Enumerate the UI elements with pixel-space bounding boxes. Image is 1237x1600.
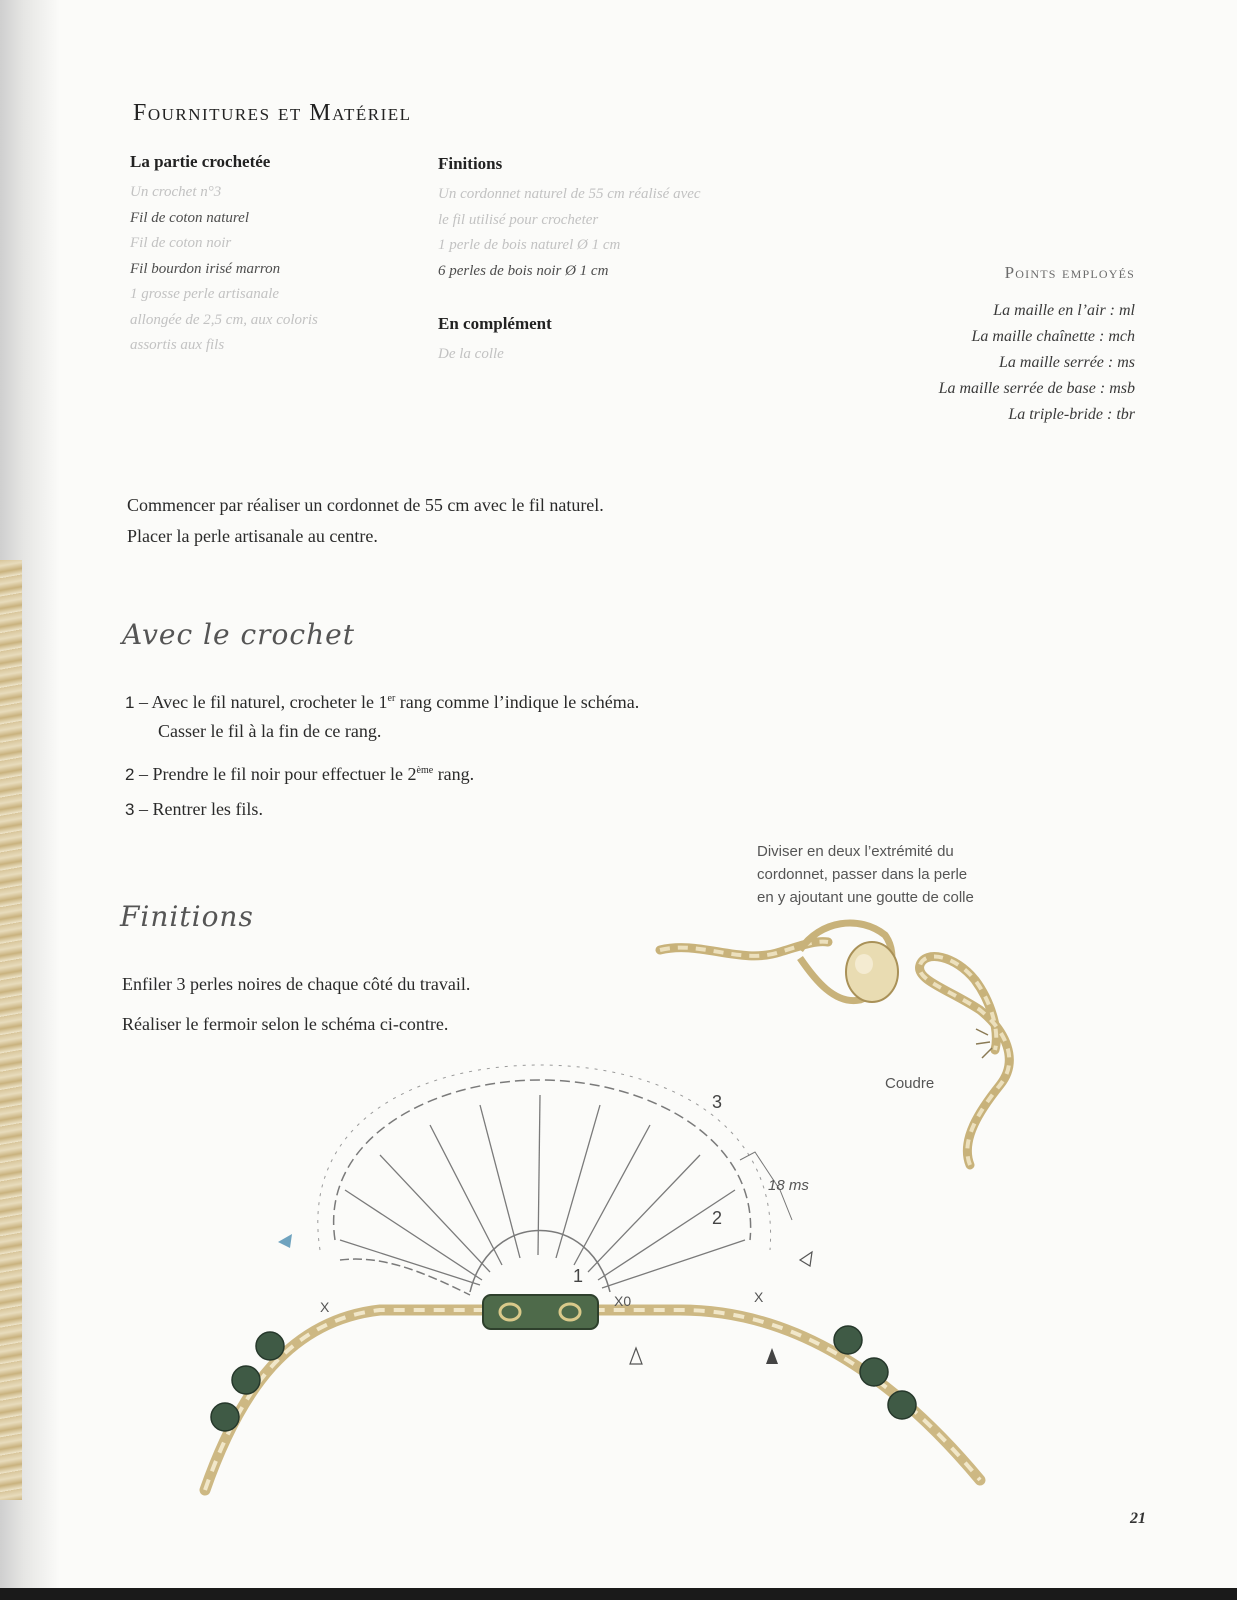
black-bead-icon (860, 1358, 888, 1386)
crochet-step-3 (125, 795, 263, 824)
complement-heading: En complément (438, 314, 552, 333)
intro-line: Placer la perle artisanale au centre. (127, 526, 378, 546)
row-1-chain (340, 1259, 470, 1295)
stitch-item: La maille serrée de base : msb (938, 380, 1135, 397)
step-number: 2 (125, 765, 135, 784)
clasp-instruction-line: Diviser en deux l’extrémité du (757, 843, 954, 860)
row-start-marker-icon (630, 1348, 642, 1364)
step-superscript: er (387, 693, 396, 704)
stitch-marks (976, 1029, 992, 1058)
stitch-item: La maille serrée : ms (999, 354, 1135, 371)
sc-mark: X (320, 1299, 330, 1315)
row-end-marker-icon (766, 1348, 778, 1364)
crochet-supply-item: Fil de coton naturel (130, 209, 250, 226)
step-text: – Avec le fil naturel, crocheter le 1 (134, 692, 388, 712)
black-bead-icon (232, 1366, 260, 1394)
cord (205, 1310, 980, 1490)
sew-label: Coudre (885, 1075, 935, 1092)
step-text: rang comme l’indique le schéma. (395, 692, 640, 712)
step-number: 1 (125, 693, 135, 712)
crochet-supply-item: assortis aux fils (130, 337, 225, 353)
black-bead-icon (888, 1391, 916, 1419)
artisan-bead-icon (483, 1295, 598, 1329)
wood-bead-icon (846, 942, 898, 1002)
finishing-paragraph (122, 964, 470, 1044)
supplies-title: Fournitures et Matériel (133, 100, 412, 126)
sc-mark: X0 (614, 1293, 632, 1309)
crochet-supply-item: Fil bourdon irisé marron (130, 260, 281, 277)
step-text: rang. (433, 764, 475, 784)
row-2-arc (334, 1080, 751, 1240)
stitches-title: Points employés (1004, 263, 1135, 282)
row-number-2: 2 (712, 1208, 723, 1228)
row-3-arc (318, 1065, 771, 1250)
step-text: – Prendre le fil noir pour effectuer le 2 (134, 764, 417, 784)
crochet-supply-item: 1 grosse perle artisanale (130, 286, 280, 302)
clasp-instruction (757, 840, 974, 909)
start-marker-icon (278, 1234, 292, 1248)
crochet-supply-item: Fil de coton noir (130, 235, 232, 251)
crochet-supply-item: allongée de 2,5 cm, aux coloris (130, 311, 318, 328)
finishing-supply-item: 1 perle de bois naturel Ø 1 cm (438, 237, 621, 253)
intro-paragraph (127, 490, 604, 552)
row-number-3: 3 (712, 1092, 723, 1112)
step-number: 3 (125, 800, 135, 819)
black-bead-icon (834, 1326, 862, 1354)
stitch-item: La maille en l’air : ml (993, 302, 1135, 319)
ms-count-label: 18 ms (768, 1177, 809, 1194)
stitch-item: La maille chaînette : mch (971, 328, 1135, 345)
black-bead-icon (256, 1332, 284, 1360)
join-marker-icon (800, 1252, 812, 1266)
crochet-step-1 (125, 684, 825, 746)
complement-supply-item: De la colle (438, 346, 504, 362)
crochet-step-2 (125, 756, 474, 789)
page-bottom-edge (0, 1588, 1237, 1600)
black-bead-icon (211, 1403, 239, 1431)
row-1-arc (470, 1231, 610, 1293)
crochet-section-heading: Avec le crochet (122, 618, 355, 651)
finishing-supply-item: Un cordonnet naturel de 55 cm réalisé avec (438, 186, 701, 202)
finishing-section-heading: Finitions (120, 900, 254, 933)
finishing-supply-item: 6 perles de bois noir Ø 1 cm (438, 262, 609, 279)
step-superscript: ème (416, 765, 434, 776)
finishing-line: Réaliser le fermoir selon le schéma ci-contre. (122, 1014, 449, 1034)
finishing-line: Enfiler 3 perles noires de chaque côté du travail. (122, 974, 471, 994)
step-text: – Rentrer les fils. (134, 799, 263, 819)
step-text-continued: Casser le fil à la fin de ce rang. (158, 721, 382, 741)
adjacent-page-photo-edge (0, 560, 22, 1500)
clasp-instruction-line: cordonnet, passer dans la perle (757, 866, 968, 883)
finishing-supply-item: le fil utilisé pour crocheter (438, 211, 599, 228)
clasp-instruction-line: en y ajoutant une goutte de colle (757, 889, 974, 906)
stitch-item: La triple-bride : tbr (1008, 406, 1135, 423)
triple-crochet-stitches (340, 1095, 745, 1288)
cord-end-with-bead (660, 923, 898, 1002)
finishing-heading: Finitions (438, 154, 503, 173)
intro-line: Commencer par réaliser un cordonnet de 55 cm avec le fil naturel. (127, 495, 604, 515)
crochet-supply-item: Un crochet n°3 (130, 184, 222, 200)
stitches-list (840, 298, 1135, 428)
row-number-1: 1 (573, 1266, 584, 1286)
sc-mark: X (754, 1289, 764, 1305)
crochet-part-column (130, 152, 400, 359)
finishing-column (438, 154, 798, 368)
crochet-part-heading: La partie crochetée (130, 152, 271, 171)
crochet-diagram (180, 1060, 1040, 1540)
page-number: 21 (1130, 1510, 1146, 1527)
